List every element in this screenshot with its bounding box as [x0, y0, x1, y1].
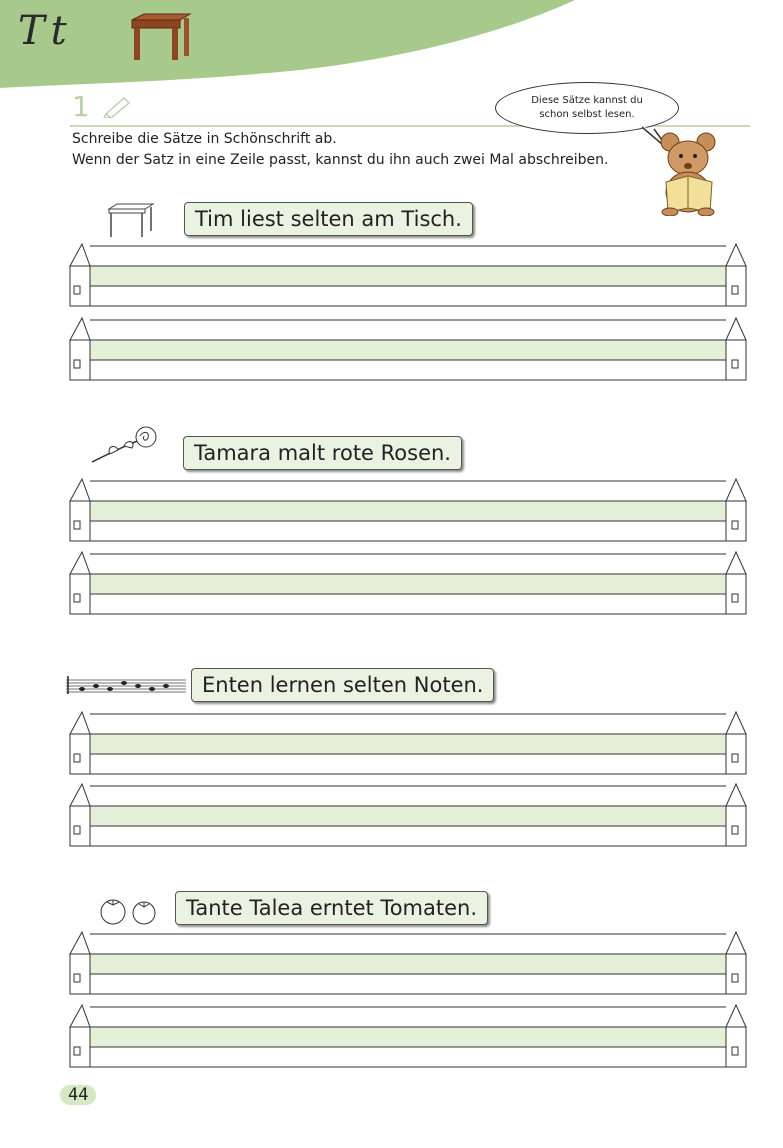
header-wave: [0, 0, 783, 90]
speech-bubble-line-1: Diese Sätze kannst du: [531, 95, 643, 106]
table-icon: [107, 203, 155, 239]
tomatoes-icon: [98, 896, 160, 926]
writing-line-3b[interactable]: [62, 780, 754, 848]
writing-line-2b[interactable]: [62, 548, 754, 616]
mouse-reading-icon: [660, 130, 718, 216]
writing-line-3a[interactable]: [62, 708, 754, 776]
sentence-card-1: Tim liest selten am Tisch.: [184, 202, 473, 236]
writing-line-2a[interactable]: [62, 475, 754, 543]
table-icon: [130, 12, 192, 62]
sentence-card-2: Tamara malt rote Rosen.: [183, 436, 462, 470]
page-number: 44: [60, 1085, 96, 1105]
writing-line-4b[interactable]: [62, 1001, 754, 1069]
pencil-icon: [102, 94, 132, 118]
music-notes-icon: [64, 674, 188, 696]
header-letters: Tt: [18, 8, 73, 54]
sentence-card-4: Tante Talea erntet Tomaten.: [175, 891, 488, 925]
speech-bubble-line-2: schon selbst lesen.: [539, 109, 635, 120]
writing-line-1b[interactable]: [62, 314, 754, 382]
instruction-line-2: Wenn der Satz in eine Zeile passt, kannst du ihn auch zwei Mal abschreiben.: [72, 152, 609, 168]
task-number: 1: [72, 90, 90, 123]
writing-line-4a[interactable]: [62, 928, 754, 996]
instruction-line-1: Schreibe die Sätze in Schönschrift ab.: [72, 131, 337, 147]
rose-icon: [88, 424, 162, 466]
sentence-card-3: Enten lernen selten Noten.: [191, 668, 494, 702]
writing-line-1a[interactable]: [62, 240, 754, 308]
